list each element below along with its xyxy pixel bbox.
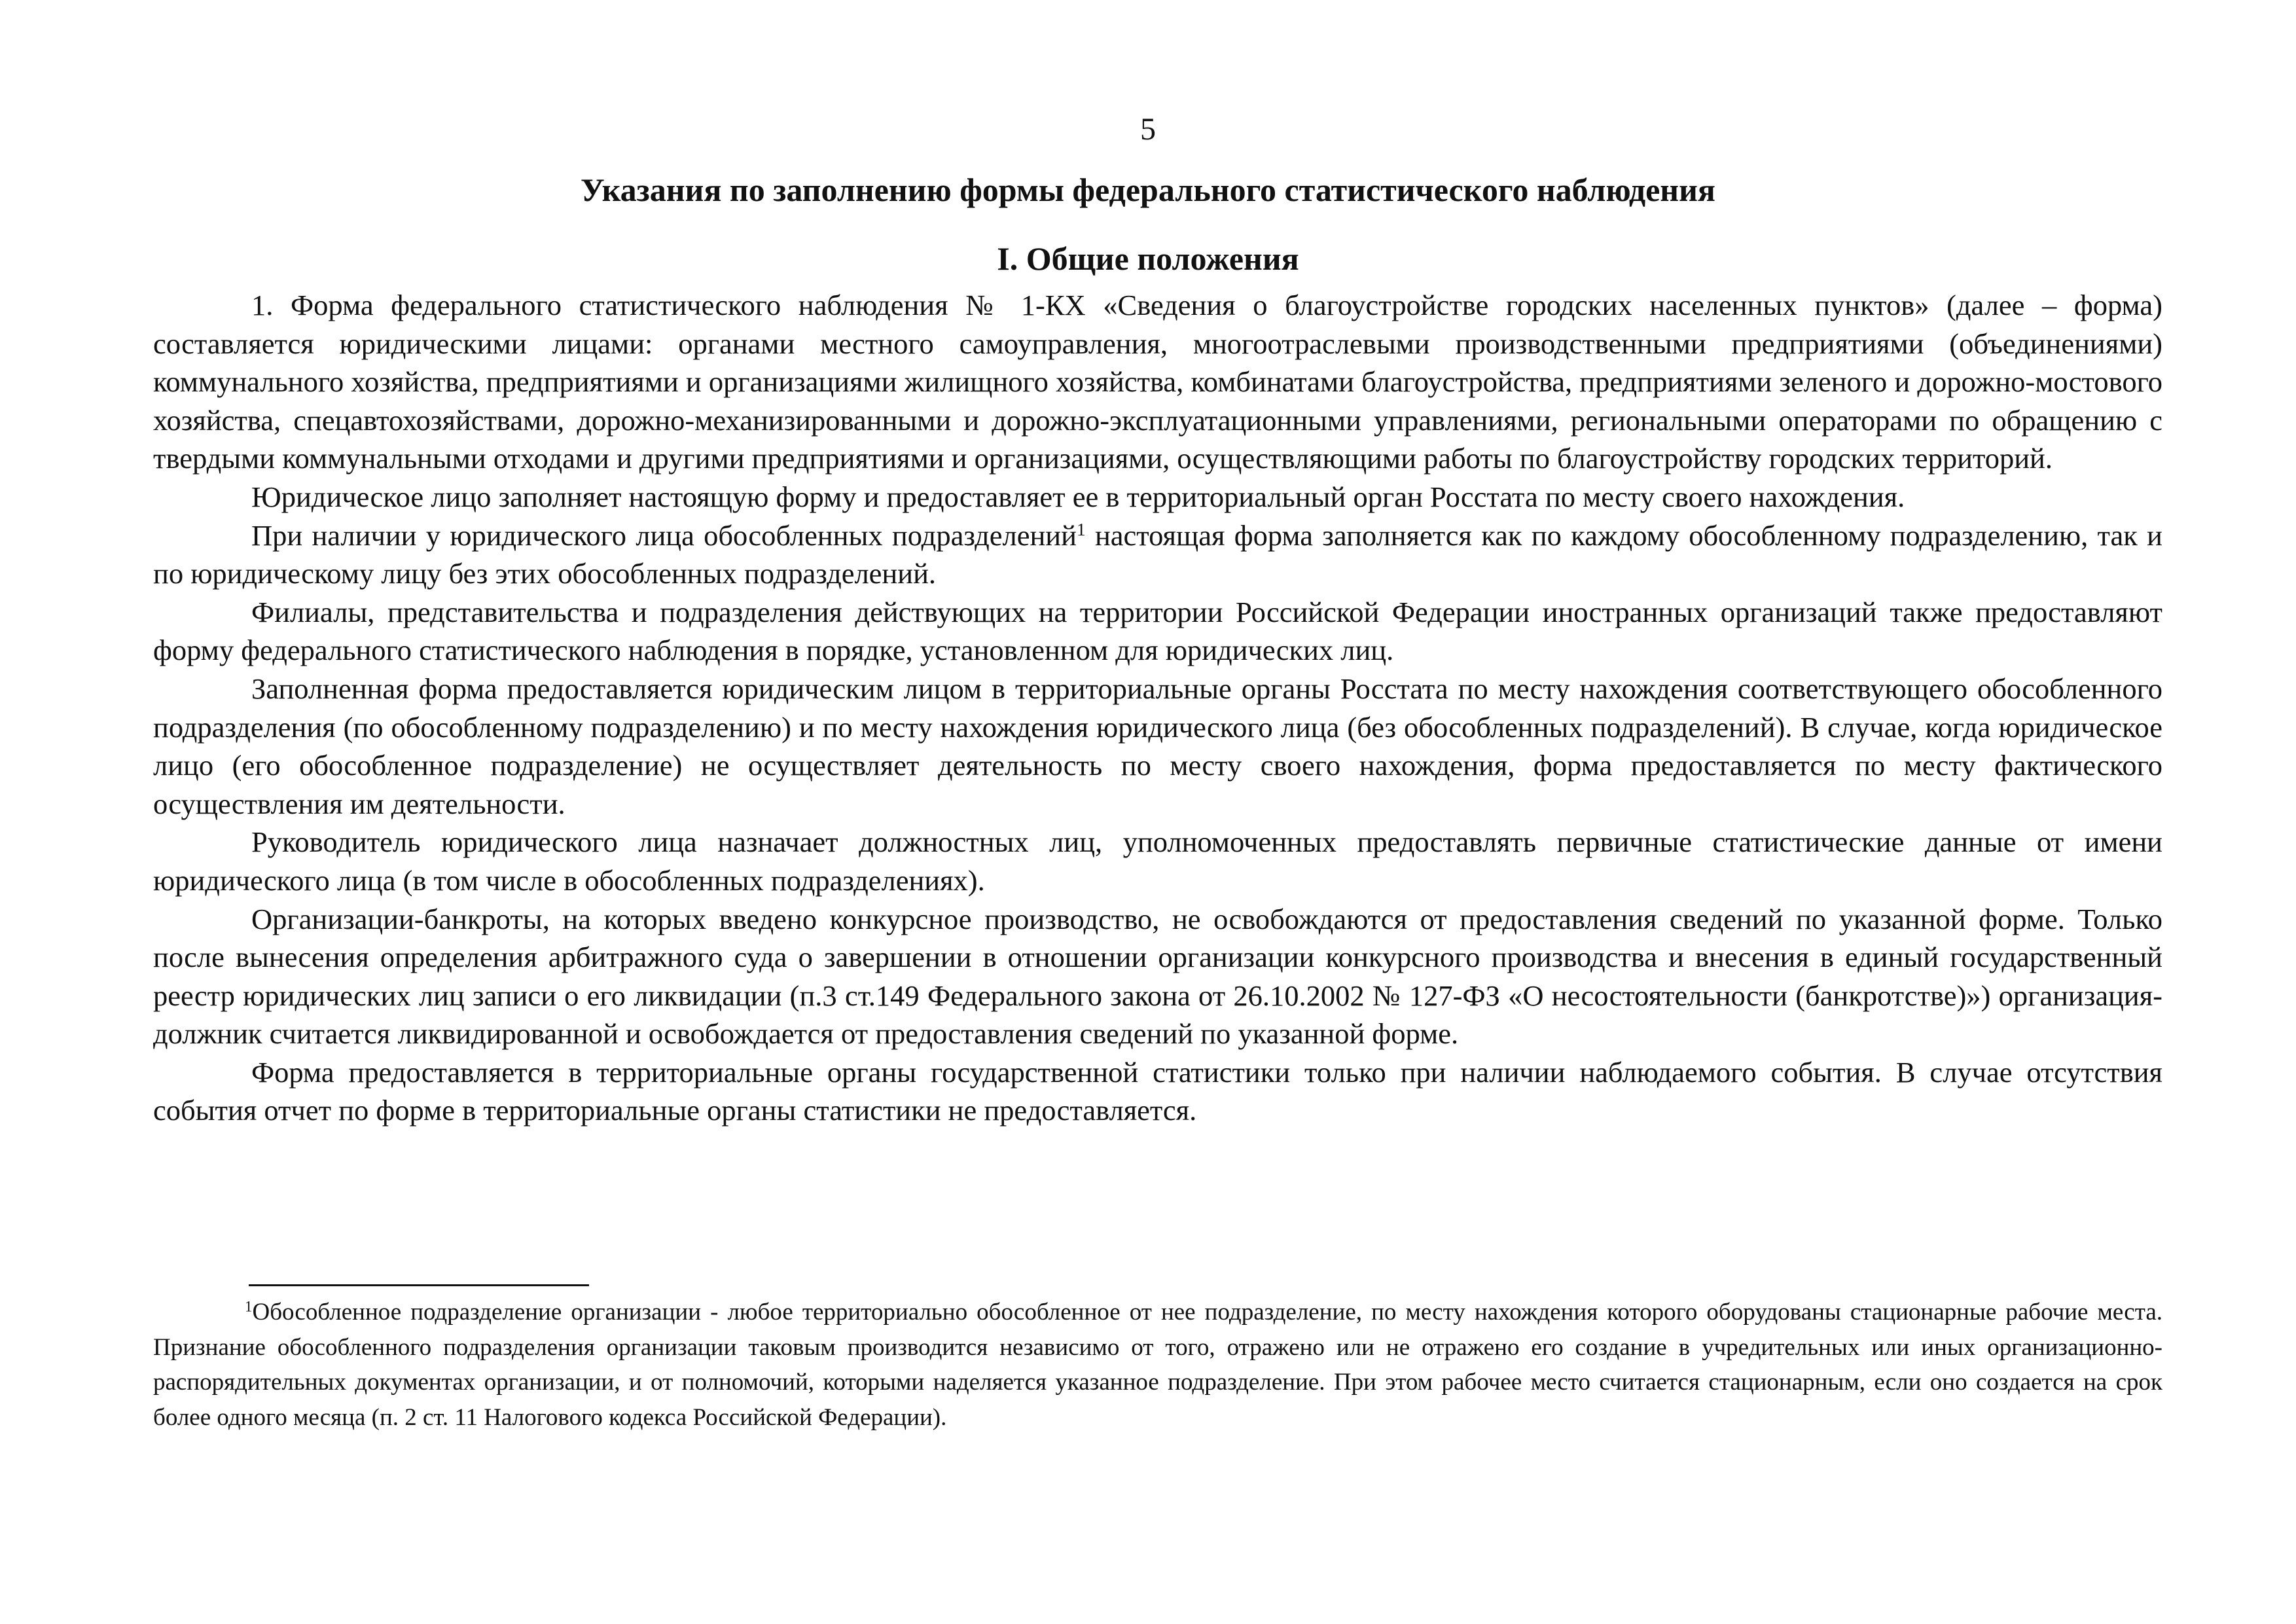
footnote-separator: [249, 1284, 589, 1286]
paragraph-legal-entity-submission: Юридическое лицо заполняет настоящую форму и предоставляет ее в территориальный орган Росстата по месту своего нахождения.: [251, 480, 1905, 513]
page-number: 5: [1140, 112, 1156, 147]
footnote: [153, 1295, 2162, 1435]
paragraph-foreign-branches: Филиалы, представительства и подразделения действующих на территории Российской Федерации иностранных организаций также предоставляют форму федерального статистического наблюдения в порядке, установленном для юридических лиц.: [153, 595, 2162, 667]
footnote-reference[interactable]: 1: [1076, 518, 1086, 539]
document-body: [153, 286, 2162, 1130]
paragraph-separate-subdivisions: [153, 516, 2162, 593]
document-title: Указания по заполнению формы федерального статистического наблюдения: [581, 171, 1715, 208]
section-heading: I. Общие положения: [997, 240, 1299, 277]
paragraph-responsible-officials: Руководитель юридического лица назначает должностных лиц, уполномоченных предоставлять первичные статистические данные от имени юридического лица (в том числе в обособленных подразделениях).: [153, 825, 2162, 897]
paragraph-text: При наличии у юридического лица обособленных подразделений: [251, 518, 1077, 552]
paragraph-bankrupt-organizations: Организации-банкроты, на которых введено конкурсное производство, не освобождаются от предоставления сведений по указанной форме. Только после вынесения определения арбитражного суда о завершении в отношении организации конкурсного производства и внесения в единый государственный реестр юридических лиц записи о его ликвидации (п.3 ст.149 Федерального закона от 26.10.2002 № 127-ФЗ «О несостоятельности (банкротстве)») организация-должник считается ликвидированной и освобождается от предоставления сведений по указанной форме.: [153, 902, 2162, 1051]
footnote-marker: 1: [245, 1298, 253, 1315]
paragraph-observed-event: Форма предоставляется в территориальные органы государственной статистики только при наличии наблюдаемого события. В случае отсутствия события отчет по форме в территориальные органы статистики не предоставляется.: [153, 1055, 2162, 1127]
paragraph-submission-location: Заполненная форма предоставляется юридическим лицом в территориальные органы Росстата по месту нахождения соответствующего обособленного подразделения (по обособленному подразделению) и по месту нахождения юридического лица (без обособленных подразделений). В случае, когда юридическое лицо (его обособленное подразделение) не осуществляет деятельность по месту своего нахождения, форма предоставляется по месту фактического осуществления им деятельности.: [153, 672, 2162, 820]
paragraph-text: настоящая форма заполняется как по каждому обособленному подразделению, так и по юридическому лицу без этих обособленных подразделений.: [153, 518, 2162, 590]
footnote-text: Обособленное подразделение организации - любое территориально обособленное от нее подразделение, по месту нахождения которого оборудованы стационарные рабочие места. Признание обособленного подразделения организации таковым производится независимо от того, отражено или не отражено его создание в учредительных или иных организационно-распорядительных документах организации, и от полномочий, которыми наделяется указанное подразделение. При этом рабочее место считается стационарным, если оно создается на срок более одного месяца (п. 2 ст. 11 Налогового кодекса Российской Федерации).: [153, 1299, 2162, 1431]
paragraph-form-description: 1. Форма федерального статистического наблюдения № 1-КХ «Сведения о благоустройстве городских населенных пунктов» (далее – форма) составляется юридическими лицами: органами местного самоуправления, многоотраслевыми производственными предприятиями (объединениями) коммунального хозяйства, предприятиями и организациями жилищного хозяйства, комбинатами благоустройства, предприятиями зеленого и дорожно-мостового хозяйства, спецавтохозяйствами, дорожно-механизированными и дорожно-эксплуатационными управлениями, региональными операторами по обращению с твердыми коммунальными отходами и другими предприятиями и организациями, осуществляющими работы по благоустройству городских территорий.: [153, 289, 2162, 475]
